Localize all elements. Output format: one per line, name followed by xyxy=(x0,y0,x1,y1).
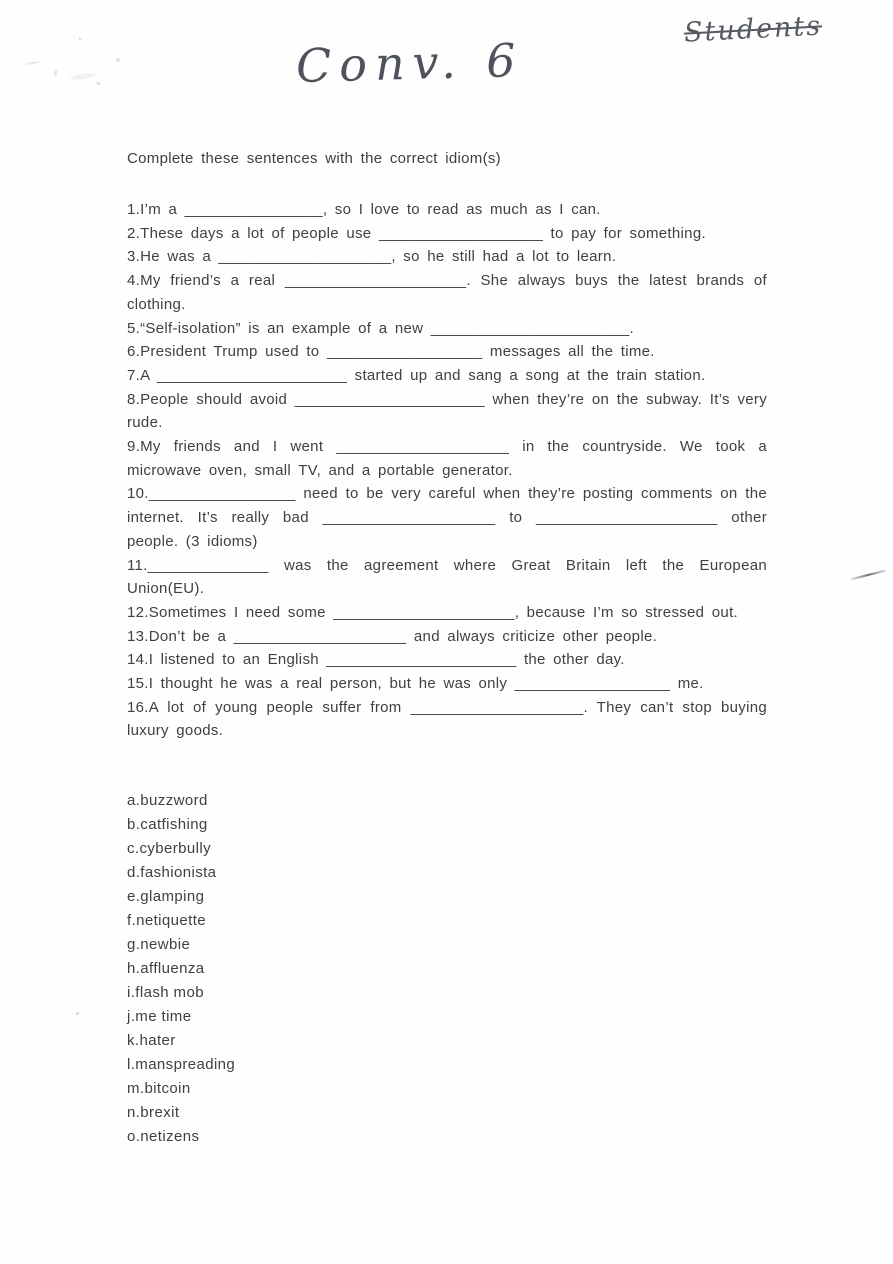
word-bank-item-c: c.cyberbully xyxy=(127,840,211,858)
sentence-4: 4.My friend’s a real _____________________. She always buys the latest brands of clothing. xyxy=(127,272,767,313)
sentence-6: 6.President Trump used to __________________ messages all the time. xyxy=(127,343,655,361)
word-bank-item-n: n.brexit xyxy=(127,1104,180,1122)
sentence-2: 2.These days a lot of people use ___________________ to pay for something. xyxy=(127,224,706,242)
sentence-13: 13.Don’t be a ____________________ and always criticize other people. xyxy=(127,627,658,645)
word-bank-item-d: d.fashionista xyxy=(127,864,217,882)
word-bank xyxy=(127,789,767,1149)
sentence-16: 16.A lot of young people suffer from ____________________. They can’t stop buying luxury goods. xyxy=(127,698,767,740)
sentence-list xyxy=(127,198,767,743)
stray-pen-mark xyxy=(850,570,885,581)
handwritten-title: Conv. 6 xyxy=(295,33,525,93)
sentence-15: 15.I thought he was a real person, but he was only __________________ me. xyxy=(127,675,704,693)
word-bank-item-i: i.flash mob xyxy=(127,984,204,1002)
worksheet-body xyxy=(127,147,767,1149)
sentence-5: 5.“Self-isolation” is an example of a new _______________________. xyxy=(127,319,634,337)
sentence-1: 1.I’m a ________________, so I love to read as much as I can. xyxy=(127,201,601,218)
word-bank-item-j: j.me time xyxy=(127,1008,192,1026)
word-bank-item-f: f.netiquette xyxy=(127,912,207,930)
word-bank-item-a: a.buzzword xyxy=(127,792,208,810)
word-bank-item-e: e.glamping xyxy=(127,888,205,906)
handwritten-students-note: Students xyxy=(683,10,823,49)
word-bank-item-l: l.manspreading xyxy=(127,1056,236,1074)
paper-speck xyxy=(76,1012,79,1015)
pencil-smudges xyxy=(18,34,148,104)
sentence-9: 9.My friends and I went ____________________ in the countryside. We took a microwave oven, small TV, and a portable generator. xyxy=(127,438,767,479)
sentence-10: 10._________________ need to be very careful when they’re posting comments on the internet. It’s really bad ____________________ to _____________________ other people. (3 idioms) xyxy=(127,485,767,550)
sentence-14: 14.I listened to an English ______________________ the other day. xyxy=(127,651,625,669)
sentence-12: 12.Sometimes I need some _____________________, because I’m so stressed out. xyxy=(127,603,739,621)
sentence-8: 8.People should avoid ______________________ when they’re on the subway. It’s very rude. xyxy=(127,390,767,432)
word-bank-item-h: h.affluenza xyxy=(127,960,205,978)
word-bank-item-m: m.bitcoin xyxy=(127,1080,191,1098)
word-bank-item-o: o.netizens xyxy=(127,1128,200,1146)
instruction-text: Complete these sentences with the correct idiom(s) xyxy=(127,150,501,167)
word-bank-item-b: b.catfishing xyxy=(127,816,208,834)
sentence-7: 7.A ______________________ started up and sang a song at the train station. xyxy=(127,366,706,384)
sentence-11: 11.______________ was the agreement where Great Britain left the European Union(EU). xyxy=(127,556,767,598)
sentence-3: 3.He was a ____________________, so he still had a lot to learn. xyxy=(127,248,617,266)
word-bank-item-g: g.newbie xyxy=(127,936,191,954)
word-bank-item-k: k.hater xyxy=(127,1032,176,1050)
